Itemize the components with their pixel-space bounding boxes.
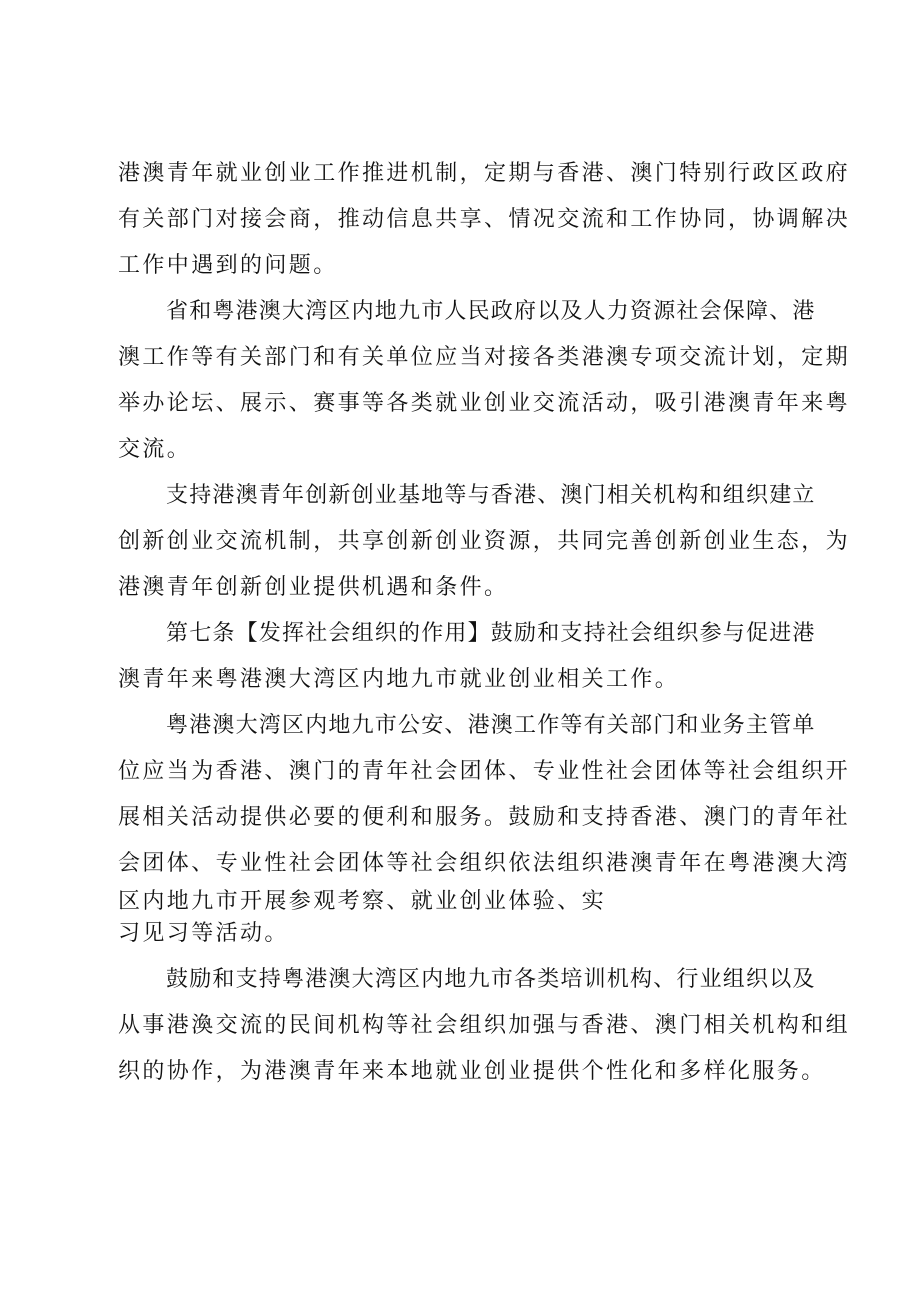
text-line: 港澳青年创新创业提供机遇和条件。 [118,575,509,600]
paragraph-start-line: 鼓励和支持粤港澳大湾区内地九市各类培训机构、行业组织以及 [166,967,816,992]
paragraph-start-line: 省和粤港澳大湾区内地九市人民政府以及人力资源社会保障、港 [166,299,816,324]
paragraph-start-line: 粤港澳大湾区内地九市公安、港澳工作等有关部门和业务主管单 [166,713,816,738]
text-line: 工作中遇到的问题。 [118,253,338,278]
paragraph-start-line: 支持港澳青年创新创业基地等与香港、澳门相关机构和组织建立 [166,483,816,508]
text-line: 位应当为香港、澳门的青年社会团体、专业性社会团体等社会组织开 [118,759,851,784]
article-heading-line: 第七条【发挥社会组织的作用】鼓励和支持社会组织参与促进港 [166,621,816,646]
text-line: 创新创业交流机制，共享创新创业资源，共同完善创新创业生态，为 [118,529,851,554]
text-line: 从事港渙交流的民间机构等社会组织加强与香港、澳门相关机构和组 [118,1013,851,1038]
text-line: 会团体、专业性社会团体等社会组织依法组织港澳青年在粤港澳大湾 [118,851,851,876]
text-line: 习见习等活动。 [118,921,289,946]
text-line: 港澳青年就业创业工作推进机制，定期与香港、澳门特别行政区政府 [118,161,851,186]
text-line: 澳工作等有关部门和有关单位应当对接各类港澳专项交流计划，定期 [118,345,851,370]
text-line: 有关部门对接会商，推动信息共享、情况交流和工作协同，协调解决 [118,207,851,232]
text-line: 展相关活动提供必要的便利和服务。鼓励和支持香港、澳门的青年社 [118,805,851,830]
text-line: 交流。 [118,437,192,462]
text-line: 澳青年来粤港澳大湾区内地九市就业创业相关工作。 [118,667,680,692]
text-line: 织的协作，为港澳青年来本地就业创业提供个性化和多样化服务。 [118,1059,826,1084]
text-line: 区内地九市开展参观考察、就业创业体验、实 [118,889,607,914]
text-line: 举办论坛、展示、赛事等各类就业创业交流活动，吸引港澳青年来粤 [118,391,851,416]
